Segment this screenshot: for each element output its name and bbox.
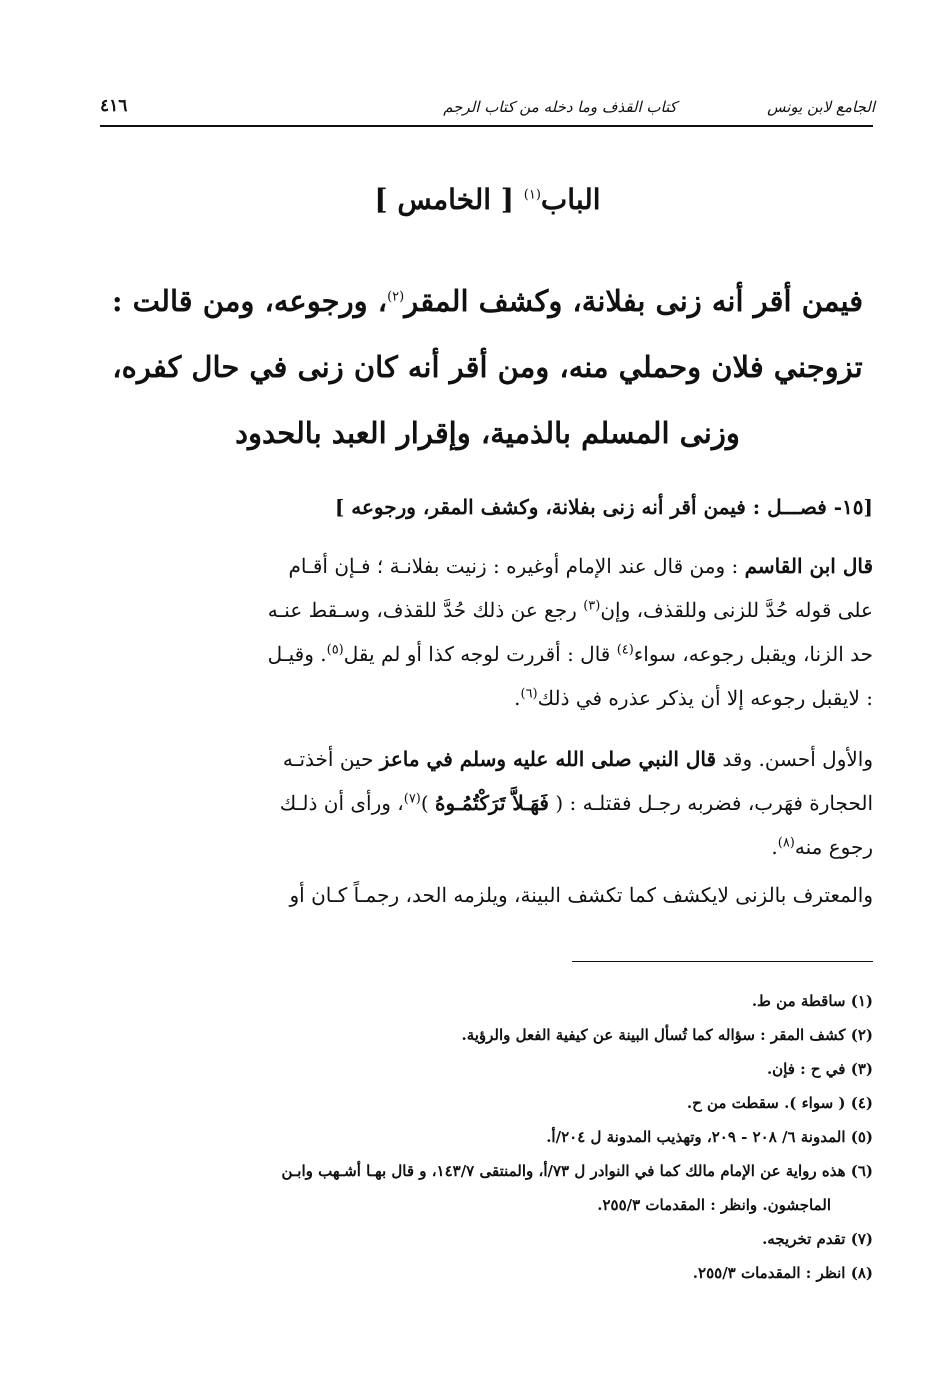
footnote-number: (٨) (850, 1264, 873, 1282)
footnote-ref-3: (٣) (583, 598, 601, 614)
paragraph-2-line-1-b: حين أخذتـه (282, 747, 380, 771)
footnote-2 (100, 1018, 873, 1052)
paragraph-2-line-3-a: رجوع منه (794, 835, 873, 859)
hadith-attribution: قال النبي صلى الله عليه وسلم في ماعز (379, 747, 717, 771)
paragraph-2-line-3-b: . (771, 835, 778, 859)
footnote-1 (100, 984, 873, 1018)
footnote-number: (١) (850, 992, 873, 1010)
footnote-separator (572, 961, 873, 962)
paragraph-1-line-3-a: حد الزنا، ويقبل رجوعه، سواء (633, 642, 873, 666)
footnote-ref-7: (٧) (403, 791, 421, 807)
chapter-title-start: الباب (540, 183, 601, 216)
footnote-text: ساقطة من ط. (751, 992, 846, 1010)
paragraph-2-line-3 (100, 825, 873, 869)
paragraph-1 (100, 544, 873, 720)
paragraph-3-line-1: والمعترف بالزنى لايكشف كما تكشف البينة، ويلزمه الحد، رجمـاً كـان أو (289, 883, 873, 907)
footnote-7 (100, 1222, 873, 1256)
footnote-8 (100, 1256, 873, 1290)
running-header (100, 92, 875, 122)
main-heading-line-1 (100, 268, 875, 334)
footnote-ref-8: (٨) (777, 835, 795, 851)
footnote-number: (٦) (850, 1162, 873, 1180)
footnote-number: (٣) (850, 1060, 873, 1078)
main-heading-line-2: تزوجني فلان وحملي منه، ومن أقر أنه كان زنى في حال كفره، (112, 350, 863, 384)
footnote-6 (100, 1154, 873, 1188)
running-chapter-title: كتاب القذف وما دخله من كتاب الرجم (443, 98, 677, 116)
main-heading (100, 268, 875, 466)
paragraph-2-line-2-a: الحجارة فهَرب، فضربه رجـل فقتلـه : ( (548, 791, 873, 815)
main-heading-line-1-b: ، ورجوعه، ومن قالت : (111, 284, 388, 318)
paragraph-1-line-1-rest: : ومن قال عند الإمام أوغيره : زنيت بفلانـة ؛ فـإن أقـام (288, 554, 745, 578)
footnote-number: (٤) (850, 1094, 873, 1112)
footnote-number: (٥) (850, 1128, 873, 1146)
paragraph-1-line-2-a: على قوله حُدَّ للزنى وللقذف، وإن (600, 598, 873, 622)
paragraph-1-line-4-b: . (514, 686, 521, 710)
paragraph-1-line-4 (100, 676, 873, 720)
footnote-ref-5: (٥) (326, 642, 344, 658)
footnote-ref-6: (٦) (520, 686, 538, 702)
hadith-quote: فَهَـلاَّ تَرَكْتُمُـوهُ (435, 791, 549, 815)
footnote-6-continuation: الماجشون. وانظر : المقدمات ٢٥٥/٣. (597, 1196, 831, 1214)
paragraph-1-line-4-a: : لايقبل رجوعه إلا أن يذكر عذره في ذلك (537, 686, 873, 710)
page-number: ٤١٦ (100, 96, 128, 116)
speaker-name: قال ابن القاسم (744, 554, 873, 578)
chapter-title-end: [ الخامس ] (374, 183, 524, 216)
main-heading-line-1-a: فيمن أقر أنه زنى بفلانة، وكشف المقر (404, 284, 864, 318)
paragraph-1-line-3-c: . وقيـل (267, 642, 327, 666)
footnotes (100, 984, 873, 1290)
paragraph-1-line-2 (100, 588, 873, 632)
footnote-ref-1: (١) (523, 187, 541, 203)
footnote-text: المدونة ٦/ ٢٠٨ - ٢٠٩، وتهذيب المدونة ل ٢٠٤/أ. (546, 1128, 846, 1146)
paragraph-2-line-1 (100, 737, 873, 781)
footnote-text: ( سواء ). سقطت من ح. (686, 1094, 846, 1112)
chapter-title (100, 183, 875, 216)
paragraph-1-line-3-b: قال : أقررت لوجه كذا أو لم يقل (343, 642, 617, 666)
footnote-5 (100, 1120, 873, 1154)
footnote-text: في ح : فإن. (766, 1060, 846, 1078)
paragraph-1-line-2-b: رجع عن ذلك حُدَّ للقذف، وسـقط عنـه (267, 598, 584, 622)
paragraph-3 (100, 873, 873, 917)
footnote-number: (٢) (850, 1026, 873, 1044)
paragraph-2-line-2-c: ، ورأى أن ذلـك (279, 791, 404, 815)
footnote-text: هذه رواية عن الإمام مالك كما في النوادر ل ٧٣/أ، والمنتقى ١٤٣/٧، و قال بهـا أشـهب وابـن (281, 1162, 846, 1180)
header-rule (100, 125, 873, 127)
footnote-3 (100, 1052, 873, 1086)
footnote-text: تقدم تخريجه. (762, 1230, 846, 1248)
footnote-ref-4: (٤) (616, 642, 634, 658)
main-heading-line-3: وزنى المسلم بالذمية، وإقرار العبد بالحدود (235, 416, 740, 450)
section-heading: [١٥- فصـــل : فيمن أقر أنه زنى بفلانة، وكشف المقر، ورجوعه ] (334, 495, 873, 519)
paragraph-2 (100, 737, 873, 869)
paragraph-1-line-1 (100, 544, 873, 588)
paragraph-2-line-2 (100, 781, 873, 825)
footnote-4 (100, 1086, 873, 1120)
running-book-title: الجامع لابن يونس (767, 98, 875, 116)
paragraph-2-line-1-a: والأول أحسن. وقد (716, 747, 873, 771)
footnote-number: (٧) (850, 1230, 873, 1248)
paragraph-2-line-2-b: ) (420, 791, 436, 815)
footnote-ref-2: (٢) (387, 289, 405, 305)
footnote-text: انظر : المقدمات ٢٥٥/٣. (692, 1264, 846, 1282)
paragraph-1-line-3 (100, 632, 873, 676)
footnote-text: كشف المقر : سؤاله كما تُسأل البينة عن كيفية الفعل والرؤية. (461, 1026, 846, 1044)
